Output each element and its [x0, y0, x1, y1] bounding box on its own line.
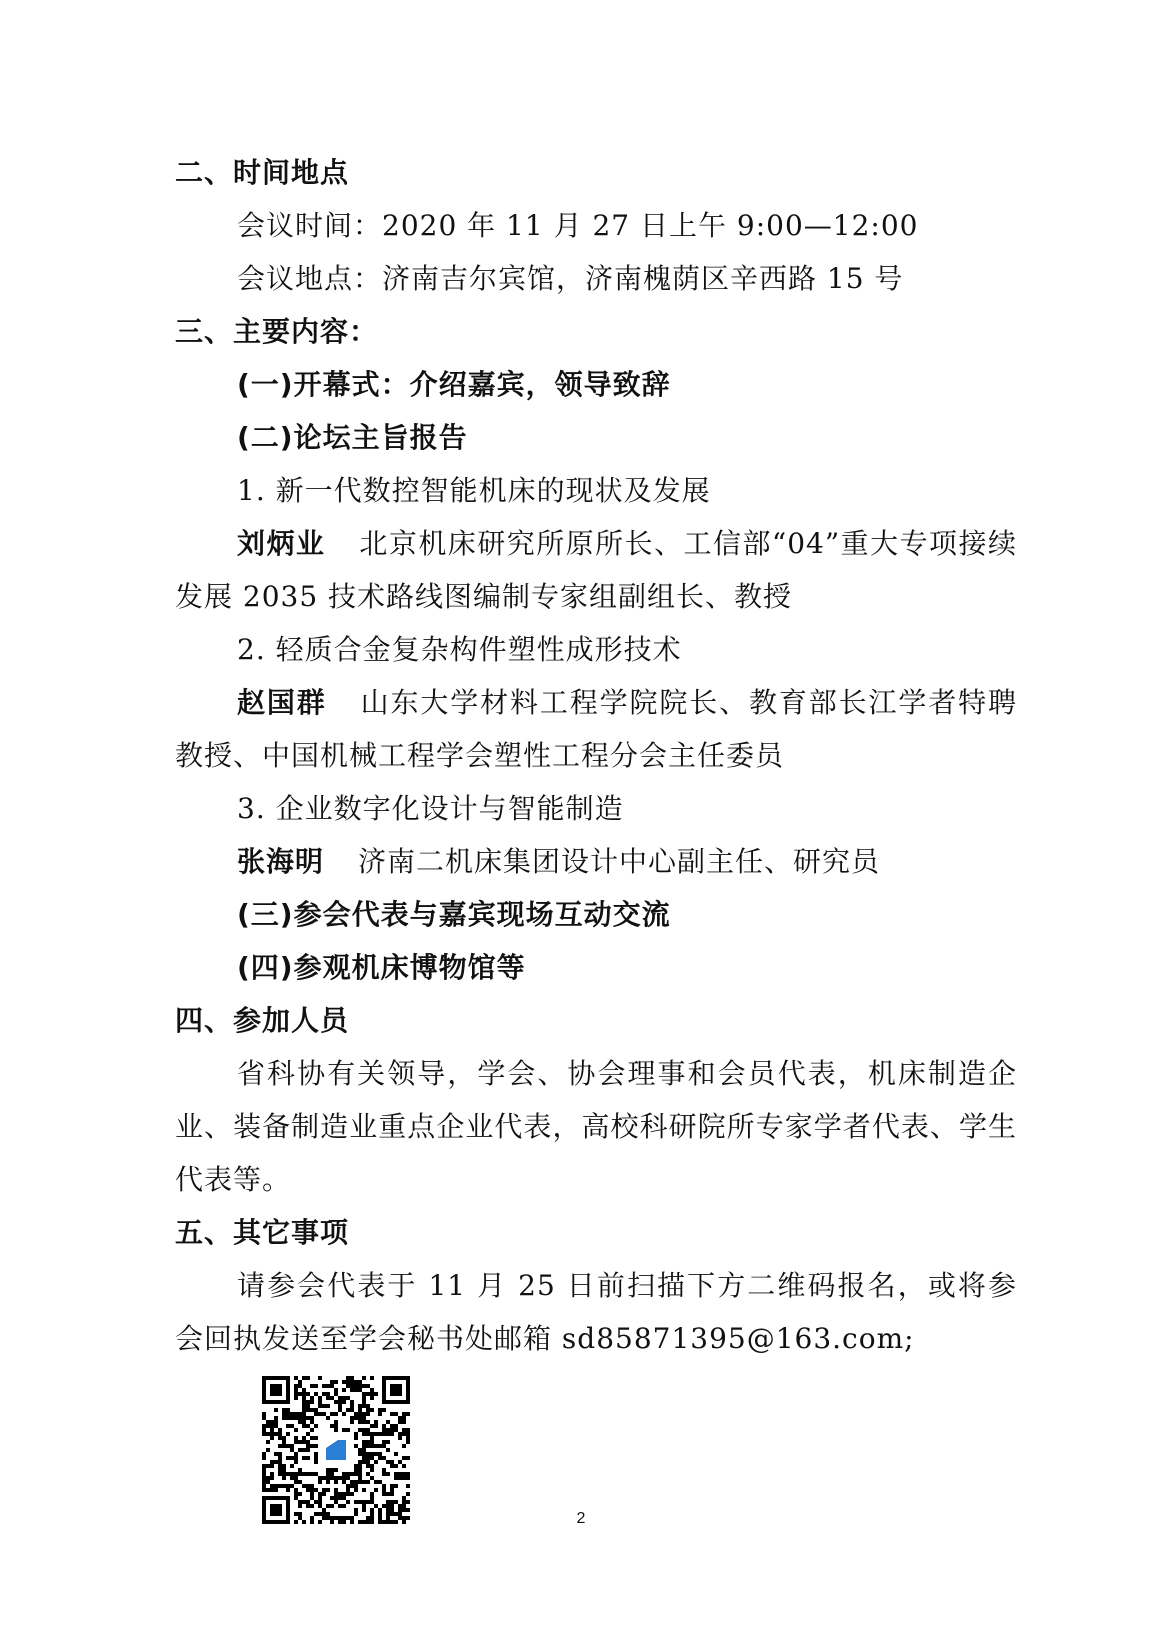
report-3-speaker-block: [175, 835, 1017, 888]
report-3-bio: 济南二机床集团设计中心副主任、研究员: [358, 845, 881, 878]
report-1-speaker: 刘炳业: [237, 527, 326, 560]
exchange-item: (三)参会代表与嘉宾现场互动交流: [237, 898, 671, 931]
report-1-bio: 北京机床研究所原所长、工信部“04”重大专项接续发展 2035 技术路线图编制专家组副组长、教授: [175, 527, 1017, 613]
other-text: 请参会代表于 11 月 25 日前扫描下方二维码报名，或将参会回执发送至学会秘书处邮箱 sd85871395@163.com;: [175, 1269, 1017, 1355]
report-3-title: 3. 企业数字化设计与智能制造: [237, 792, 624, 825]
meeting-place: 会议地点：济南吉尔宾馆，济南槐荫区辛西路 15 号: [237, 262, 904, 295]
visit-item: (四)参观机床博物馆等: [237, 951, 526, 984]
report-1-speaker-block: [175, 517, 1017, 623]
report-3-speaker: 张海明: [237, 845, 325, 878]
qr-code-icon[interactable]: [262, 1376, 410, 1524]
report-2-bio: 山东大学材料工程学院院长、教育部长江学者特聘教授、中国机械工程学会塑性工程分会主任委员: [175, 686, 1017, 772]
section-heading-content: 三、主要内容：: [175, 315, 379, 348]
section-heading-other: 五、其它事项: [175, 1216, 350, 1249]
report-2-speaker: 赵国群: [237, 686, 327, 719]
report-2-title: 2. 轻质合金复杂构件塑性成形技术: [237, 633, 682, 666]
reports-title: (二)论坛主旨报告: [237, 421, 468, 454]
section-heading-time-place: 二、时间地点: [175, 156, 350, 189]
participants-text: 省科协有关领导，学会、协会理事和会员代表，机床制造企业、装备制造业重点企业代表，高校科研院所专家学者代表、学生代表等。: [175, 1057, 1017, 1196]
report-2-speaker-block: [175, 676, 1017, 782]
report-1-title: 1. 新一代数控智能机床的现状及发展: [237, 474, 711, 507]
opening-item: (一)开幕式：介绍嘉宾，领导致辞: [237, 368, 671, 401]
page-number: 2: [576, 1510, 586, 1527]
meeting-time: 会议时间：2020 年 11 月 27 日上午 9:00—12:00: [237, 209, 919, 242]
document-body: [175, 146, 1017, 1365]
section-heading-participants: 四、参加人员: [175, 1004, 350, 1037]
